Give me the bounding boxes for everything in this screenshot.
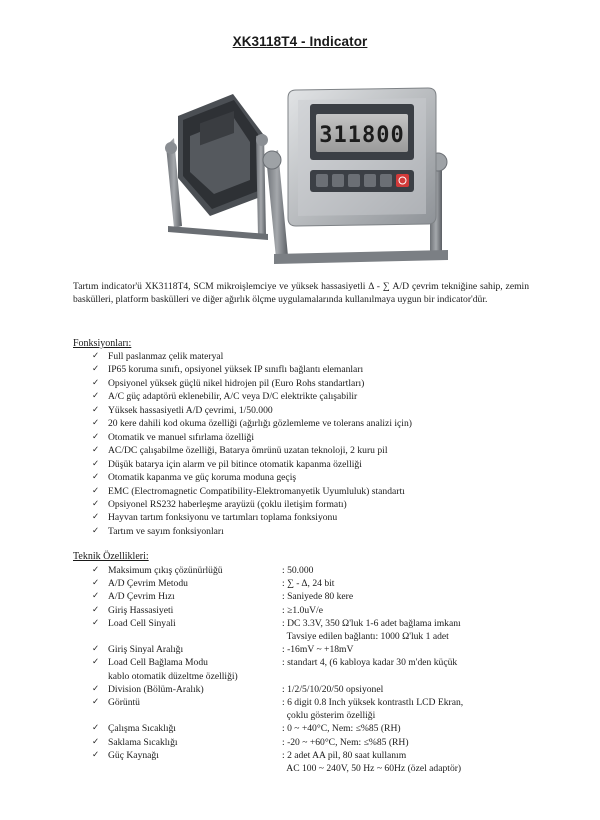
spec-value: : -20 ~ +60°C, Nem: ≤%85 (RH) [282, 736, 409, 748]
feature-item [92, 485, 412, 498]
feature-item [92, 471, 412, 484]
feature-item [92, 417, 412, 430]
checkmark-icon: ✓ [92, 617, 100, 628]
spec-label-continued: kablo otomatik düzeltme özelliği) [108, 670, 238, 682]
checkmark-icon: ✓ [92, 578, 100, 589]
feature-text: Yüksek hassasiyetli A/D çevrimi, 1/50.000 [108, 404, 273, 416]
spec-row [92, 736, 532, 749]
spec-value: : 2 adet AA pil, 80 saat kullanım [282, 749, 407, 761]
spec-label: Giriş Sinyal Aralığı [108, 644, 184, 656]
feature-item [92, 458, 412, 471]
feature-text: A/C güç adaptörü eklenebilir, A/C veya D/C elektrikte çalışabilir [108, 391, 358, 403]
checkmark-icon: ✓ [92, 472, 100, 483]
checkmark-icon: ✓ [92, 591, 100, 602]
indicator-product-image [138, 76, 468, 266]
feature-item [92, 377, 412, 390]
spec-value: : ≥1.0uV/e [282, 604, 323, 616]
feature-text: EMC (Electromagnetic Compatibility-Elektromanyetik Uyumluluk) standartı [108, 485, 405, 497]
feature-text: AC/DC çalışabilme özelliği, Batarya ömrünü uzatan teknoloji, 2 kuru pil [108, 445, 388, 457]
spec-row [92, 696, 532, 722]
checkmark-icon: ✓ [92, 657, 100, 668]
feature-text: Hayvan tartım fonksiyonu ve tartımları toplama fonksiyonu [108, 512, 338, 524]
checkmark-icon: ✓ [92, 723, 100, 734]
checkmark-icon: ✓ [92, 351, 100, 361]
spec-row [92, 749, 532, 775]
checkmark-icon: ✓ [92, 697, 100, 708]
specs-heading: Teknik Özellikleri: [73, 551, 149, 562]
spec-row [92, 577, 532, 590]
checkmark-icon: ✓ [92, 512, 100, 523]
spec-value-continued: Tavsiye edilen bağlantı: 1000 Ω'luk 1 adet [282, 631, 449, 643]
checkmark-icon: ✓ [92, 749, 100, 760]
spec-label: Saklama Sıcaklığı [108, 736, 178, 748]
features-list [92, 350, 412, 538]
checkmark-icon: ✓ [92, 364, 100, 375]
spec-value: : standart 4, (6 kabloya kadar 30 m'den küçük [282, 657, 458, 669]
document-title: XK3118T4 - Indicator [232, 34, 368, 49]
spec-value: : 6 digit 0.8 Inch yüksek kontrastlı LCD Ekran, [282, 697, 464, 709]
feature-text: Otomatik ve manuel sıfırlama özelliği [108, 431, 254, 443]
feature-item [92, 404, 412, 417]
feature-item [92, 444, 412, 457]
checkmark-icon: ✓ [92, 604, 100, 615]
spec-label: Load Cell Sinyali [108, 617, 176, 629]
feature-item [92, 390, 412, 403]
spec-row [92, 564, 532, 577]
checkmark-icon: ✓ [92, 377, 100, 388]
spec-value: : -16mV ~ +18mV [282, 644, 354, 656]
checkmark-icon: ✓ [92, 683, 100, 694]
spec-value-continued: AC 100 ~ 240V, 50 Hz ~ 60Hz (özel adaptör) [282, 763, 462, 775]
spec-row [92, 722, 532, 735]
spec-value: : 1/2/5/10/20/50 opsiyonel [282, 683, 384, 695]
checkmark-icon: ✓ [92, 391, 100, 402]
feature-text: Opsiyonel yüksek güçlü nikel hidrojen pil (Euro Rohs standartları) [108, 377, 365, 389]
checkmark-icon: ✓ [92, 565, 100, 575]
checkmark-icon: ✓ [92, 418, 100, 429]
spec-label: Maksimum çıkış çözünürlüğü [108, 565, 223, 576]
spec-value: : DC 3.3V, 350 Ω'luk 1-6 adet bağlama imkanı [282, 617, 461, 629]
spec-row [92, 656, 532, 682]
checkmark-icon: ✓ [92, 644, 100, 655]
feature-text: 20 kere dahili kod okuma özelliği (ağırlığı gözlemleme ve tolerans analizi için) [108, 418, 412, 430]
checkmark-icon: ✓ [92, 485, 100, 496]
feature-item [92, 350, 412, 363]
spec-label: Görüntü [108, 697, 140, 709]
rear-indicator-unit [165, 94, 268, 240]
spec-label: Giriş Hassasiyeti [108, 604, 174, 616]
front-indicator-unit [263, 88, 448, 264]
checkmark-icon: ✓ [92, 525, 100, 536]
spec-row [92, 604, 532, 617]
feature-text: Düşük batarya için alarm ve pil bitince otomatik kapanma özelliği [108, 458, 362, 470]
feature-text: Otomatik kapanma ve güç koruma moduna geçiş [108, 472, 297, 484]
checkmark-icon: ✓ [92, 458, 100, 469]
feature-item [92, 498, 412, 511]
feature-text: Opsiyonel RS232 haberleşme arayüzü (çoklu iletişim formatı) [108, 498, 347, 510]
spec-label: Çalışma Sıcaklığı [108, 723, 176, 735]
spec-value: : 0 ~ +40°C, Nem: ≤%85 (RH) [282, 723, 401, 735]
feature-text: Full paslanmaz çelik materyal [108, 351, 224, 362]
spec-label: Division (Bölüm-Aralık) [108, 683, 204, 695]
spec-label: A/D Çevrim Metodu [108, 578, 188, 590]
spec-row [92, 683, 532, 696]
checkmark-icon: ✓ [92, 445, 100, 456]
feature-item [92, 525, 412, 538]
spec-value: : 50.000 [282, 565, 314, 576]
feature-text: IP65 koruma sınıfı, opsiyonel yüksek IP sınıflı bağlantı elemanları [108, 364, 364, 376]
feature-item [92, 431, 412, 444]
spec-label: Load Cell Bağlama Modu [108, 657, 208, 669]
feature-item [92, 511, 412, 524]
spec-value-continued: çoklu gösterim özelliği [282, 710, 376, 722]
features-heading: Fonksiyonları: [73, 338, 132, 349]
checkmark-icon: ✓ [92, 404, 100, 415]
checkmark-icon: ✓ [92, 498, 100, 509]
feature-item [92, 363, 412, 376]
spec-row [92, 590, 532, 603]
spec-value: : Saniyede 80 kere [282, 591, 354, 603]
lcd-display-reading: 311800 [319, 123, 405, 148]
spec-row [92, 643, 532, 656]
checkmark-icon: ✓ [92, 736, 100, 747]
spec-value: : ∑ - Δ, 24 bit [282, 578, 335, 590]
spec-row [92, 617, 532, 643]
spec-label: Güç Kaynağı [108, 749, 159, 761]
spec-label: A/D Çevrim Hızı [108, 591, 175, 603]
checkmark-icon: ✓ [92, 431, 100, 442]
specs-table [92, 564, 532, 775]
feature-text: Tartım ve sayım fonksiyonları [108, 525, 224, 537]
intro-paragraph: Tartım indicator'ü XK3118T4, SCM mikroişlemciye ve yüksek hassasiyetli Δ - ∑ A/D çevrim tekniğine sahip, zemin baskülleri, platform baskülleri ve diğer ağırlık ölçme uygulamalarında kullanılmaya uygun bir indicator'dür. [73, 281, 529, 306]
